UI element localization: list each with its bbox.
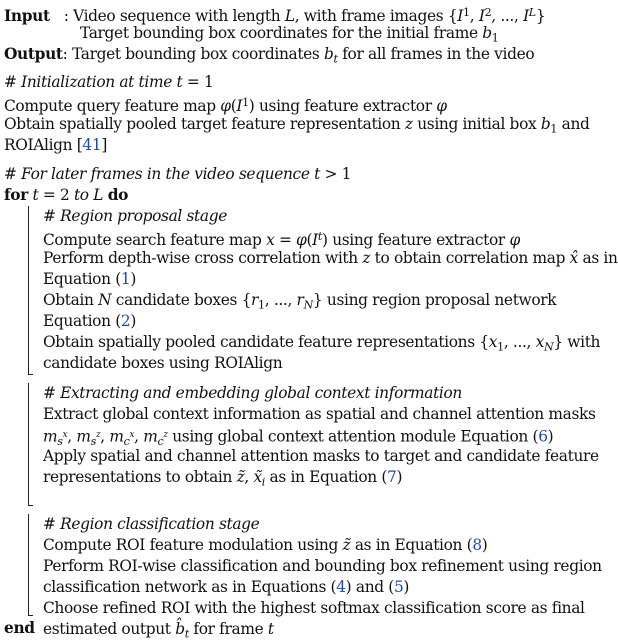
gc-comment: # Extracting and embedding global context information: [43, 384, 462, 402]
rc-line-4: Choose refined ROI with the highest softmax classification score as final: [43, 599, 585, 617]
output-label: Output: [4, 45, 63, 63]
reference-link[interactable]: 8: [472, 536, 482, 554]
input-line-2: Target bounding box coordinates for the initial frame $b_1$: [80, 24, 499, 45]
rps-line-5: Equation (2): [43, 312, 136, 330]
loop-tick-2: [28, 505, 33, 506]
rps-line-3: Equation (1): [43, 270, 136, 288]
reference-link[interactable]: 7: [387, 468, 397, 486]
rc-comment: # Region classification stage: [43, 515, 260, 533]
for-line: for t = 2 to L do: [4, 186, 129, 204]
reference-link[interactable]: 1: [120, 270, 131, 288]
gc-line-3: Apply spatial and channel attention masks to target and candidate feature: [43, 447, 599, 465]
init-line-2: Obtain spatially pooled target feature representation z using initial box $b_1$ and: [4, 115, 590, 136]
rps-line-2: Perform depth-wise cross correlation with z to obtain correlation map x̂ as in: [43, 249, 618, 267]
gc-line-4: representations to obtain z̃, $x̃_i$ as in Equation (7): [43, 468, 403, 489]
loop-bar-2: [28, 383, 29, 506]
output-line: Output: Target bounding box coordinates $b_t$ for all frames in the video: [4, 45, 535, 66]
reference-link[interactable]: 5: [393, 578, 404, 596]
loop-bar-3: [28, 514, 29, 616]
rps-comment: # Region proposal stage: [43, 207, 227, 225]
loop-tick-1: [28, 374, 33, 375]
loop-tick-3: [28, 615, 33, 616]
input-colon: :: [63, 6, 69, 25]
rps-line-1: Compute search feature map $x = \varphi(I^t)$ using feature extractor φ: [43, 230, 520, 249]
input-text-1: Video sequence with length: [73, 6, 281, 25]
init-line-3: ROIAlign [41]: [4, 136, 107, 154]
rps-line-6: Obtain spatially pooled candidate feature representations {$x_1$, ..., $x_N$} with: [43, 333, 601, 354]
rc-line-2: Perform ROI-wise classification and bounding box refinement using region: [43, 557, 602, 575]
input-line-1: Input : Video sequence with length L, with frame images {$I^1$, $I^2$, ..., $I^L$}: [4, 6, 546, 25]
input-label: Input: [4, 6, 50, 25]
init-comment: # Initialization at time t = 1: [4, 73, 214, 91]
gc-line-1: Extract global context information as spatial and channel attention masks: [43, 405, 596, 423]
gc-line-2: $m_{s^x}$, $m_{s^z}$, $m_{c^x}$, $m_{c^z}$ using global context attention module Equation (6): [43, 427, 554, 448]
rc-line-5: estimated output $b̂_t$ for frame t: [43, 620, 274, 641]
rps-line-4: Obtain N candidate boxes {$r_1$, ..., $r_N$} using region proposal network: [43, 291, 557, 312]
reference-link[interactable]: 41: [82, 136, 102, 154]
loop-bar-1: [28, 206, 29, 375]
rc-line-3: classification network as in Equations (4) and (5): [43, 578, 410, 596]
rc-line-1: Compute ROI feature modulation using z̃ as in Equation (8): [43, 536, 488, 554]
reference-link[interactable]: 6: [538, 427, 548, 446]
later-comment: # For later frames in the video sequence t > 1: [4, 165, 352, 183]
reference-link[interactable]: 2: [120, 312, 131, 330]
reference-link[interactable]: 4: [336, 578, 346, 596]
init-line-1: Compute query feature map $\varphi(I^1)$ using feature extractor φ: [4, 96, 447, 115]
rps-line-7: candidate boxes using ROIAlign: [43, 354, 283, 372]
algorithm-end: end: [4, 619, 35, 637]
